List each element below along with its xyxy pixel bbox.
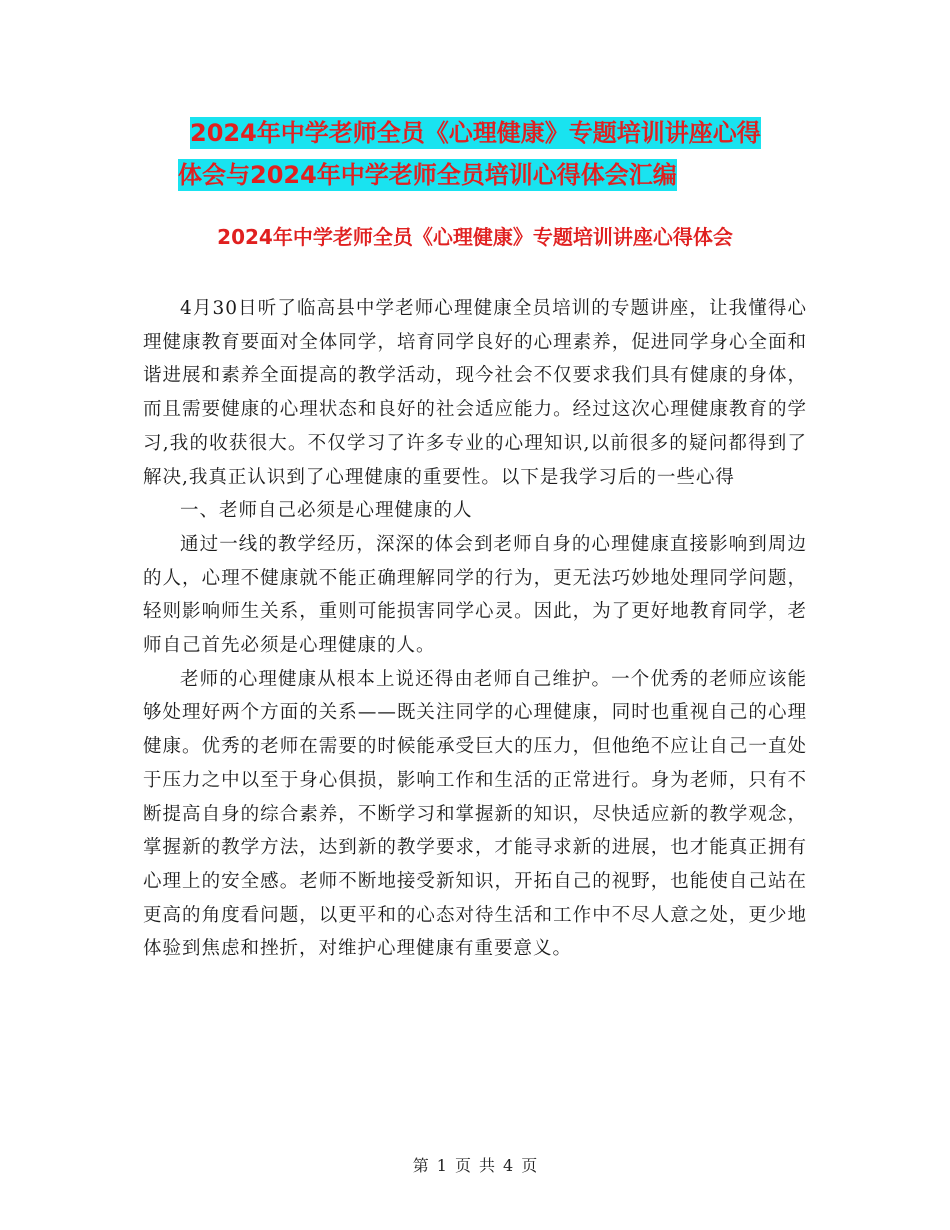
document-body bbox=[143, 292, 807, 966]
footer-total-prefix: 共 bbox=[479, 1156, 496, 1175]
paragraph-heading-1: 一、老师自己必须是心理健康的人 bbox=[180, 500, 473, 522]
footer-total-suffix: 页 bbox=[521, 1156, 538, 1175]
paragraph-2: 通过一线的教学经历，深深的体会到老师自身的心理健康直接影响到周边的人，心理不健康就不能正确理解同学的行为，更无法巧妙地处理同学问题，轻则影响师生关系，重则可能损害同学心灵。因此，为了更好地教育同学，老师自己首先必须是心理健康的人。 bbox=[143, 533, 807, 657]
footer-page-number: 1 bbox=[436, 1156, 447, 1175]
document-title-line-2 bbox=[178, 154, 830, 196]
title-highlight-1: 2024年中学老师全员《心理健康》专题培训讲座心得 bbox=[190, 119, 761, 147]
title-highlight-2: 体会与2024年中学老师全员培训心得体会汇编 bbox=[178, 161, 677, 189]
paragraph-3: 老师的心理健康从根本上说还得由老师自己维护。一个优秀的老师应该能够处理好两个方面的关系——既关注同学的心理健康，同时也重视自己的心理健康。优秀的老师在需要的时候能承受巨大的压力，但他绝不应让自己一直处于压力之中以至于身心俱损，影响工作和生活的正常进行。身为老师，只有不断提高自身的综合素养，不断学习和掌握新的知识，尽快适应新的教学观念，掌握新的教学方法，达到新的教学要求，才能寻求新的进展，也才能真正拥有心理上的安全感。老师不断地接受新知识，开拓自己的视野，也能使自己站在更高的角度看问题，以更平和的心态对待生活和工作中不尽人意之处，更少地体验到焦虑和挫折，对维护心理健康有重要意义。 bbox=[143, 668, 807, 960]
paragraph-intro: 4月30日听了临高县中学老师心理健康全员培训的专题讲座，让我懂得心理健康教育要面对全体同学，培育同学良好的心理素养，促进同学身心全面和谐进展和素养全面提高的教学活动，现今社会不仅要求我们具有健康的身体，而且需要健康的心理状态和良好的社会适应能力。经过这次心理健康教育的学习,我的收获很大。不仅学习了许多专业的心理知识,以前很多的疑问都得到了解决,我真正认识到了心理健康的重要性。以下是我学习后的一些心得 bbox=[143, 298, 807, 488]
document-title bbox=[178, 112, 830, 196]
document-title-line-1 bbox=[190, 112, 830, 154]
page-footer bbox=[0, 1156, 950, 1176]
section-title: 2024年中学老师全员《心理健康》专题培训讲座心得体会 bbox=[217, 225, 733, 249]
footer-page-prefix: 第 bbox=[412, 1156, 429, 1175]
footer-total-pages: 4 bbox=[503, 1156, 514, 1175]
footer-page-mid: 页 bbox=[454, 1156, 471, 1175]
